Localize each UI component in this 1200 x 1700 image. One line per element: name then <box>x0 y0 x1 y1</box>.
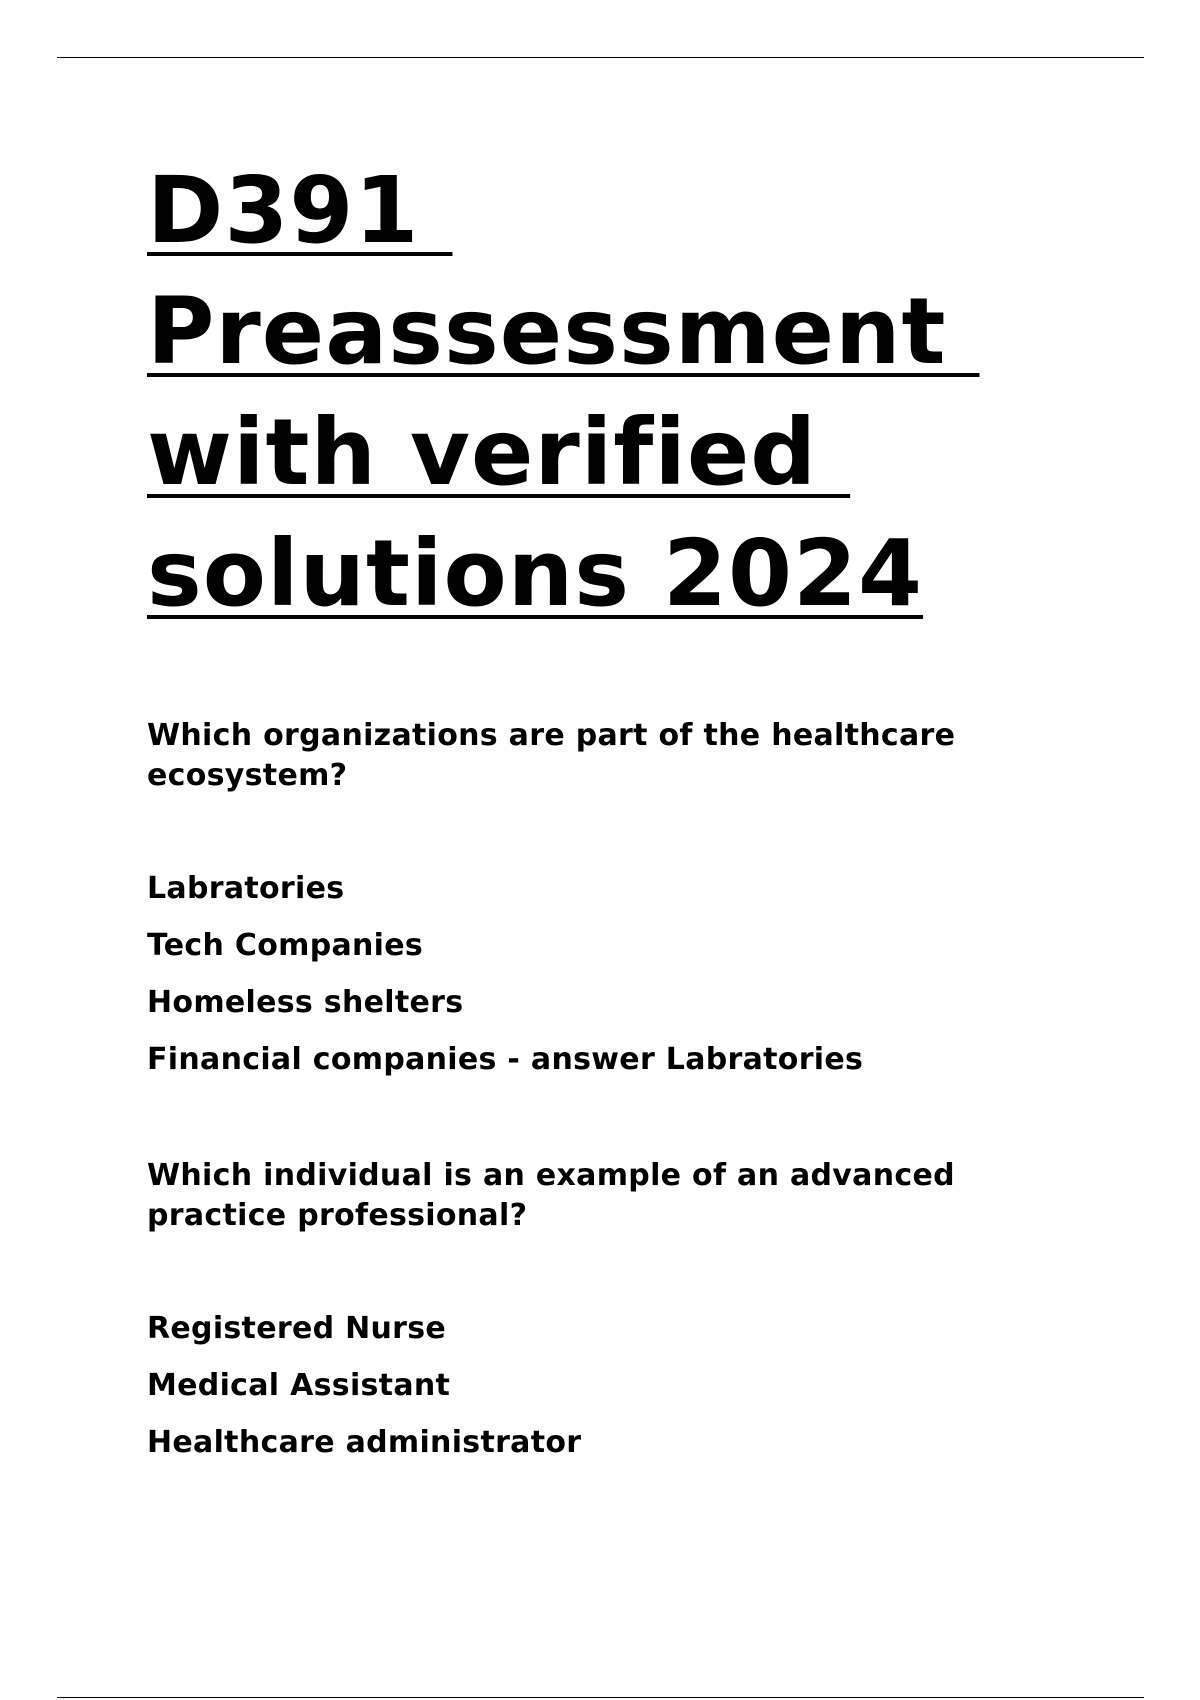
answer-option: Tech Companies <box>147 928 424 963</box>
document-content <box>147 150 1047 1471</box>
question-text: Which individual is an example of an advanced practice professional? <box>147 1158 955 1233</box>
top-rule <box>57 57 1144 58</box>
document-title <box>147 150 1047 634</box>
answer-options <box>147 1300 1047 1471</box>
bottom-rule <box>57 1697 1144 1698</box>
title-line-3: with verified <box>147 399 851 506</box>
answer-options <box>147 860 1047 1088</box>
answer-option: Financial companies - answer Labratories <box>147 1042 864 1077</box>
answer-option: Labratories <box>147 871 345 906</box>
question-block-2 <box>147 1156 1047 1471</box>
answer-option: Medical Assistant <box>147 1368 451 1403</box>
answer-option: Healthcare administrator <box>147 1425 582 1460</box>
answer-option: Homeless shelters <box>147 985 464 1020</box>
title-line-1: D391 <box>147 157 453 264</box>
question-block-1 <box>147 716 1047 1088</box>
answer-option: Registered Nurse <box>147 1311 447 1346</box>
title-line-4: solutions 2024 <box>147 520 924 627</box>
question-text: Which organizations are part of the healthcare ecosystem? <box>147 718 956 793</box>
title-line-2: Preassessment <box>147 278 980 385</box>
